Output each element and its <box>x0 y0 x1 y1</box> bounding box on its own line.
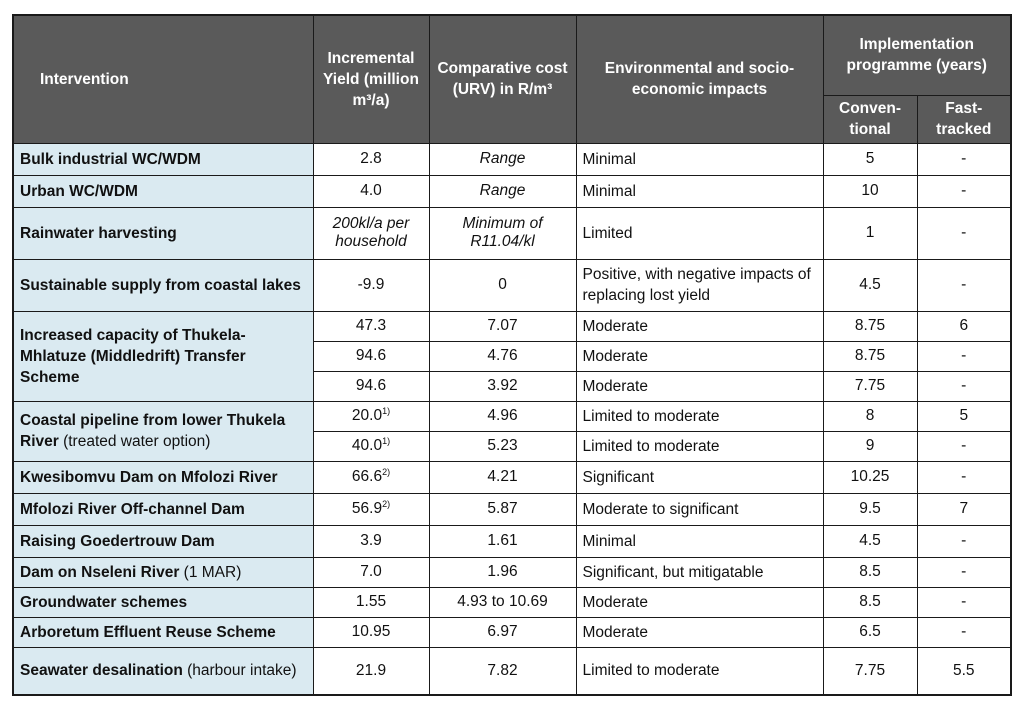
impact-cell: Moderate <box>576 341 823 371</box>
yield-cell-footnote: 2) <box>382 466 391 477</box>
impact-cell: Moderate <box>576 617 823 647</box>
table-row <box>13 401 1011 431</box>
intervention-note: (treated water option) <box>58 433 211 450</box>
yield-cell: 56.9$^{2)}$ <box>313 493 429 525</box>
conventional-cell: 7.75 <box>823 371 917 401</box>
intervention-name: Kwesibomvu Dam on Mfolozi River <box>13 461 313 493</box>
table-row <box>13 311 1011 341</box>
impact-cell: Minimal <box>576 175 823 207</box>
fast-tracked-cell: - <box>917 525 1011 557</box>
cost-cell: 4.21 <box>429 461 576 493</box>
intervention-name: Dam on Nseleni River (1 MAR) <box>13 557 313 587</box>
impact-cell: Moderate to significant <box>576 493 823 525</box>
intervention-name: Sustainable supply from coastal lakes <box>13 259 313 311</box>
impact-cell: Limited to moderate <box>576 647 823 695</box>
yield-cell: 7.0 <box>313 557 429 587</box>
intervention-name: Mfolozi River Off-channel Dam <box>13 493 313 525</box>
impact-cell: Positive, with negative impacts of replacing lost yield <box>576 259 823 311</box>
intervention-note: (1 MAR) <box>179 563 242 581</box>
cost-cell: 1.96 <box>429 557 576 587</box>
fast-tracked-cell: - <box>917 557 1011 587</box>
fast-tracked-cell: - <box>917 371 1011 401</box>
table-row <box>13 587 1011 617</box>
intervention-name: Rainwater harvesting <box>13 207 313 259</box>
conventional-cell: 4.5 <box>823 525 917 557</box>
header-cost: Comparative cost (URV) in R/m³ <box>429 15 576 143</box>
table-row <box>13 143 1011 175</box>
intervention-name: Bulk industrial WC/WDM <box>13 143 313 175</box>
table-row <box>13 557 1011 587</box>
cost-cell: Range <box>429 143 576 175</box>
conventional-cell: 8 <box>823 401 917 431</box>
impact-cell: Minimal <box>576 143 823 175</box>
yield-cell-footnote: 2) <box>382 498 391 509</box>
impact-cell: Moderate <box>576 311 823 341</box>
header-programme: Implementation programme (years) <box>823 15 1011 95</box>
conventional-cell: 1 <box>823 207 917 259</box>
impact-cell: Limited to moderate <box>576 401 823 431</box>
conventional-cell: 6.5 <box>823 617 917 647</box>
table-row <box>13 175 1011 207</box>
fast-tracked-cell: - <box>917 175 1011 207</box>
cost-cell: 7.82 <box>429 647 576 695</box>
intervention-name: Seawater desalination (harbour intake) <box>13 647 313 695</box>
impact-cell: Minimal <box>576 525 823 557</box>
table-row <box>13 461 1011 493</box>
yield-cell: 21.9 <box>313 647 429 695</box>
fast-tracked-cell: - <box>917 461 1011 493</box>
yield-cell-footnote: 1) <box>382 405 391 416</box>
yield-cell: 47.3 <box>313 311 429 341</box>
interventions-table <box>12 14 1012 696</box>
cost-cell: Range <box>429 175 576 207</box>
fast-tracked-cell: - <box>917 587 1011 617</box>
impact-cell: Moderate <box>576 587 823 617</box>
fast-tracked-cell: - <box>917 341 1011 371</box>
intervention-name: Urban WC/WDM <box>13 175 313 207</box>
cost-cell: 5.87 <box>429 493 576 525</box>
fast-tracked-cell: 5.5 <box>917 647 1011 695</box>
header-impacts: Environmental and socio-economic impacts <box>576 15 823 143</box>
impact-cell: Significant, but mitigatable <box>576 557 823 587</box>
intervention-name: Groundwater schemes <box>13 587 313 617</box>
yield-cell: 94.6 <box>313 341 429 371</box>
cost-cell: 3.92 <box>429 371 576 401</box>
yield-cell: 10.95 <box>313 617 429 647</box>
cost-cell: 4.93 to 10.69 <box>429 587 576 617</box>
impact-cell: Moderate <box>576 371 823 401</box>
yield-cell: 40.0$^{1)}$ <box>313 431 429 461</box>
cost-cell: 5.23 <box>429 431 576 461</box>
conventional-cell: 8.75 <box>823 311 917 341</box>
yield-cell: 4.0 <box>313 175 429 207</box>
conventional-cell: 10 <box>823 175 917 207</box>
conventional-cell: 4.5 <box>823 259 917 311</box>
header-yield: Incremental Yield (million m³/a) <box>313 15 429 143</box>
yield-cell-footnote: 1) <box>382 435 391 446</box>
table-row <box>13 525 1011 557</box>
fast-tracked-cell: - <box>917 207 1011 259</box>
table-row <box>13 493 1011 525</box>
yield-cell: 2.8 <box>313 143 429 175</box>
conventional-cell: 8.5 <box>823 587 917 617</box>
conventional-cell: 9.5 <box>823 493 917 525</box>
header-intervention: Intervention <box>13 15 313 143</box>
intervention-name: Increased capacity of Thukela-Mhlatuze (Middledrift) Transfer Scheme <box>13 311 313 401</box>
fast-tracked-cell: 5 <box>917 401 1011 431</box>
intervention-name: Coastal pipeline from lower Thukela River (treated water option) <box>13 401 313 461</box>
header-conventional: Conven-tional <box>823 95 917 143</box>
yield-cell: 3.9 <box>313 525 429 557</box>
intervention-name: Arboretum Effluent Reuse Scheme <box>13 617 313 647</box>
conventional-cell: 7.75 <box>823 647 917 695</box>
impact-cell: Significant <box>576 461 823 493</box>
impact-cell: Limited <box>576 207 823 259</box>
yield-cell: 20.0$^{1)}$ <box>313 401 429 431</box>
fast-tracked-cell: - <box>917 143 1011 175</box>
fast-tracked-cell: 7 <box>917 493 1011 525</box>
yield-cell: 66.6$^{2)}$ <box>313 461 429 493</box>
intervention-name: Raising Goedertrouw Dam <box>13 525 313 557</box>
fast-tracked-cell: - <box>917 431 1011 461</box>
cost-cell: 6.97 <box>429 617 576 647</box>
yield-cell: 94.6 <box>313 371 429 401</box>
header-fast-tracked: Fast-tracked <box>917 95 1011 143</box>
cost-cell: 7.07 <box>429 311 576 341</box>
yield-cell: 200kl/a per household <box>313 207 429 259</box>
yield-cell: 1.55 <box>313 587 429 617</box>
yield-cell: -9.9 <box>313 259 429 311</box>
intervention-note: (harbour intake) <box>182 662 297 680</box>
cost-cell: 4.96 <box>429 401 576 431</box>
cost-cell: 0 <box>429 259 576 311</box>
table-row <box>13 207 1011 259</box>
cost-cell: Minimum of R11.04/kl <box>429 207 576 259</box>
table-row <box>13 617 1011 647</box>
cost-cell: 1.61 <box>429 525 576 557</box>
table-row <box>13 647 1011 695</box>
cost-cell: 4.76 <box>429 341 576 371</box>
conventional-cell: 8.5 <box>823 557 917 587</box>
conventional-cell: 9 <box>823 431 917 461</box>
fast-tracked-cell: - <box>917 259 1011 311</box>
fast-tracked-cell: - <box>917 617 1011 647</box>
conventional-cell: 5 <box>823 143 917 175</box>
conventional-cell: 8.75 <box>823 341 917 371</box>
conventional-cell: 10.25 <box>823 461 917 493</box>
fast-tracked-cell: 6 <box>917 311 1011 341</box>
impact-cell: Limited to moderate <box>576 431 823 461</box>
table-row <box>13 259 1011 311</box>
